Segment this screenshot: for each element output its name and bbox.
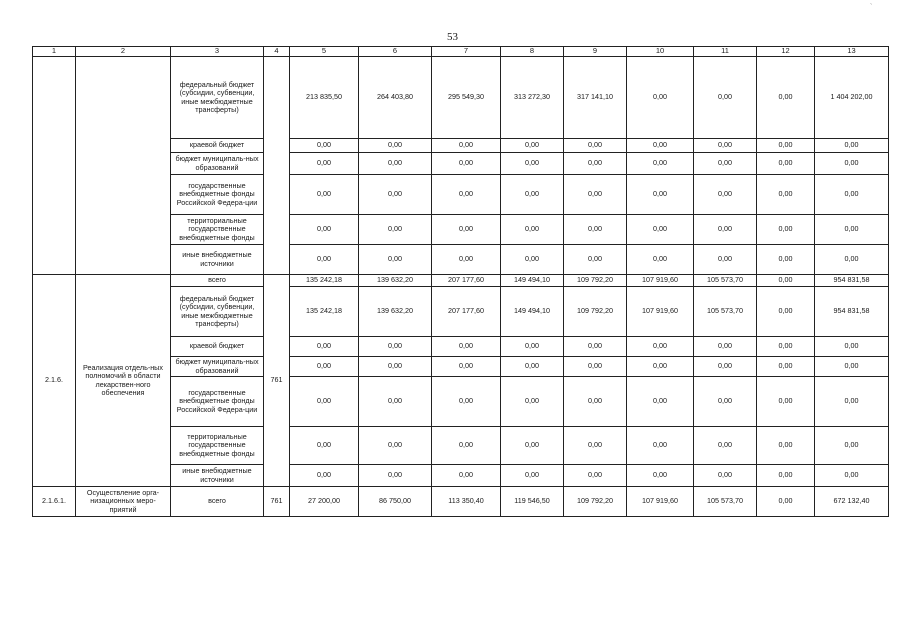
value-cell: 0,00: [694, 57, 757, 139]
value-cell: 139 632,20: [359, 287, 432, 337]
value-cell: 0,00: [627, 337, 694, 357]
value-cell: 0,00: [627, 357, 694, 377]
grbs-code: 761: [264, 487, 290, 517]
value-cell: 0,00: [501, 427, 564, 465]
value-cell: 0,00: [757, 153, 815, 175]
value-cell: 0,00: [757, 427, 815, 465]
value-cell: 0,00: [815, 139, 889, 153]
value-cell: 0,00: [564, 175, 627, 215]
value-cell: 0,00: [564, 465, 627, 487]
value-cell: 0,00: [501, 465, 564, 487]
value-cell: 113 350,40: [432, 487, 501, 517]
value-cell: 0,00: [290, 337, 359, 357]
col-header-8: 8: [501, 47, 564, 57]
value-cell: 0,00: [757, 245, 815, 275]
value-cell: 0,00: [359, 357, 432, 377]
col-header-13: 13: [815, 47, 889, 57]
value-cell: 0,00: [432, 153, 501, 175]
source-cell: территориальные государственные внебюджетные фонды: [171, 427, 264, 465]
source-cell: федеральный бюджет (субсидии, субвенции, иные межбюджетные трансферты): [171, 287, 264, 337]
value-cell: 0,00: [815, 427, 889, 465]
value-cell: 0,00: [432, 215, 501, 245]
value-cell: 86 750,00: [359, 487, 432, 517]
value-cell: 0,00: [564, 337, 627, 357]
measure-name: Осуществление орга-низационных меро-приятий: [76, 487, 171, 517]
value-cell: 109 792,20: [564, 287, 627, 337]
col-header-9: 9: [564, 47, 627, 57]
table-row: [33, 57, 889, 139]
measure-name: Реализация отдель-ных полномочий в области лекарствен-ного обеспечения: [76, 275, 171, 487]
value-cell: 0,00: [694, 139, 757, 153]
source-cell: всего: [171, 275, 264, 287]
value-cell: 0,00: [627, 215, 694, 245]
corner-mark: `: [870, 4, 873, 11]
value-cell: 0,00: [694, 465, 757, 487]
value-cell: 107 919,60: [627, 287, 694, 337]
value-cell: 0,00: [564, 153, 627, 175]
value-cell: 0,00: [757, 357, 815, 377]
value-cell: 213 835,50: [290, 57, 359, 139]
page-number: 53: [447, 31, 458, 43]
value-cell: 0,00: [815, 215, 889, 245]
value-cell: 0,00: [757, 465, 815, 487]
source-cell: территориальные государственные внебюджетные фонды: [171, 215, 264, 245]
value-cell: 0,00: [815, 337, 889, 357]
value-cell: 0,00: [501, 245, 564, 275]
value-cell: 109 792,20: [564, 487, 627, 517]
value-cell: 0,00: [815, 153, 889, 175]
value-cell: 0,00: [501, 377, 564, 427]
source-cell: бюджет муниципаль-ных образований: [171, 357, 264, 377]
value-cell: 0,00: [815, 245, 889, 275]
value-cell: 0,00: [290, 357, 359, 377]
value-cell: 0,00: [501, 139, 564, 153]
value-cell: 0,00: [564, 139, 627, 153]
source-cell: государственные внебюджетные фонды Российской Федера-ции: [171, 175, 264, 215]
value-cell: 954 831,58: [815, 275, 889, 287]
value-cell: 107 919,60: [627, 275, 694, 287]
value-cell: 0,00: [290, 175, 359, 215]
source-cell: государственные внебюджетные фонды Российской Федера-ции: [171, 377, 264, 427]
value-cell: 0,00: [432, 357, 501, 377]
value-cell: 0,00: [359, 175, 432, 215]
value-cell: 0,00: [694, 377, 757, 427]
value-cell: 954 831,58: [815, 287, 889, 337]
col-header-4: 4: [264, 47, 290, 57]
value-cell: 0,00: [694, 357, 757, 377]
measure-code: 2.1.6.: [33, 275, 76, 487]
value-cell: 0,00: [757, 275, 815, 287]
value-cell: 105 573,70: [694, 275, 757, 287]
value-cell: 119 546,50: [501, 487, 564, 517]
value-cell: 139 632,20: [359, 275, 432, 287]
value-cell: 0,00: [694, 153, 757, 175]
value-cell: 0,00: [627, 175, 694, 215]
value-cell: 0,00: [815, 175, 889, 215]
value-cell: 0,00: [694, 245, 757, 275]
value-cell: 135 242,18: [290, 287, 359, 337]
value-cell: 0,00: [815, 357, 889, 377]
value-cell: 0,00: [432, 139, 501, 153]
value-cell: 317 141,10: [564, 57, 627, 139]
value-cell: 109 792,20: [564, 275, 627, 287]
value-cell: 672 132,40: [815, 487, 889, 517]
col-header-3: 3: [171, 47, 264, 57]
code-cell-empty: [33, 57, 76, 275]
value-cell: 1 404 202,00: [815, 57, 889, 139]
value-cell: 135 242,18: [290, 275, 359, 287]
value-cell: 0,00: [564, 215, 627, 245]
value-cell: 27 200,00: [290, 487, 359, 517]
col-header-12: 12: [757, 47, 815, 57]
value-cell: 0,00: [432, 245, 501, 275]
value-cell: 0,00: [694, 215, 757, 245]
budget-table: [32, 46, 889, 517]
value-cell: 0,00: [694, 175, 757, 215]
value-cell: 0,00: [359, 377, 432, 427]
value-cell: 0,00: [694, 337, 757, 357]
grbs-code: 761: [264, 275, 290, 487]
value-cell: 0,00: [564, 377, 627, 427]
value-cell: 105 573,70: [694, 487, 757, 517]
value-cell: 0,00: [432, 427, 501, 465]
value-cell: 313 272,30: [501, 57, 564, 139]
source-cell: бюджет муниципаль-ных образований: [171, 153, 264, 175]
col-header-7: 7: [432, 47, 501, 57]
value-cell: 0,00: [432, 377, 501, 427]
col-header-10: 10: [627, 47, 694, 57]
measure-code: 2.1.6.1.: [33, 487, 76, 517]
value-cell: 0,00: [290, 245, 359, 275]
value-cell: 107 919,60: [627, 487, 694, 517]
col-header-6: 6: [359, 47, 432, 57]
value-cell: 0,00: [757, 287, 815, 337]
value-cell: 0,00: [627, 139, 694, 153]
value-cell: 0,00: [694, 427, 757, 465]
value-cell: 0,00: [564, 357, 627, 377]
value-cell: 0,00: [627, 427, 694, 465]
header-row: [33, 47, 889, 57]
value-cell: 0,00: [290, 465, 359, 487]
value-cell: 0,00: [359, 427, 432, 465]
source-cell: иные внебюджетные источники: [171, 465, 264, 487]
value-cell: 0,00: [564, 245, 627, 275]
name-cell-empty: [76, 57, 171, 275]
value-cell: 207 177,60: [432, 287, 501, 337]
value-cell: 0,00: [757, 487, 815, 517]
value-cell: 0,00: [627, 153, 694, 175]
value-cell: 0,00: [359, 153, 432, 175]
grbs-cell-empty: [264, 57, 290, 275]
col-header-1: 1: [33, 47, 76, 57]
value-cell: 0,00: [501, 337, 564, 357]
value-cell: 0,00: [501, 175, 564, 215]
value-cell: 0,00: [290, 377, 359, 427]
source-cell: иные внебюджетные источники: [171, 245, 264, 275]
source-cell: краевой бюджет: [171, 139, 264, 153]
value-cell: 0,00: [290, 153, 359, 175]
value-cell: 0,00: [757, 377, 815, 427]
value-cell: 0,00: [432, 465, 501, 487]
col-header-2: 2: [76, 47, 171, 57]
value-cell: 0,00: [815, 465, 889, 487]
value-cell: 0,00: [501, 357, 564, 377]
source-cell: краевой бюджет: [171, 337, 264, 357]
source-cell: всего: [171, 487, 264, 517]
value-cell: 0,00: [290, 139, 359, 153]
value-cell: 0,00: [359, 215, 432, 245]
value-cell: 0,00: [501, 153, 564, 175]
value-cell: 0,00: [359, 139, 432, 153]
value-cell: 0,00: [627, 57, 694, 139]
value-cell: 0,00: [501, 215, 564, 245]
value-cell: 0,00: [290, 427, 359, 465]
value-cell: 0,00: [432, 175, 501, 215]
col-header-11: 11: [694, 47, 757, 57]
value-cell: 295 549,30: [432, 57, 501, 139]
value-cell: 0,00: [359, 245, 432, 275]
value-cell: 0,00: [757, 57, 815, 139]
value-cell: 0,00: [757, 139, 815, 153]
value-cell: 0,00: [757, 215, 815, 245]
source-cell: федеральный бюджет (субсидии, субвенции, иные межбюджетные трансферты): [171, 57, 264, 139]
value-cell: 0,00: [815, 377, 889, 427]
value-cell: 0,00: [359, 465, 432, 487]
value-cell: 207 177,60: [432, 275, 501, 287]
value-cell: 105 573,70: [694, 287, 757, 337]
value-cell: 0,00: [290, 215, 359, 245]
value-cell: 0,00: [564, 427, 627, 465]
value-cell: 0,00: [627, 465, 694, 487]
value-cell: 264 403,80: [359, 57, 432, 139]
value-cell: 149 494,10: [501, 287, 564, 337]
value-cell: 0,00: [757, 175, 815, 215]
value-cell: 0,00: [627, 377, 694, 427]
value-cell: 0,00: [359, 337, 432, 357]
value-cell: 0,00: [627, 245, 694, 275]
value-cell: 0,00: [757, 337, 815, 357]
table-row: [33, 275, 889, 287]
value-cell: 149 494,10: [501, 275, 564, 287]
table-row: [33, 487, 889, 517]
value-cell: 0,00: [432, 337, 501, 357]
col-header-5: 5: [290, 47, 359, 57]
